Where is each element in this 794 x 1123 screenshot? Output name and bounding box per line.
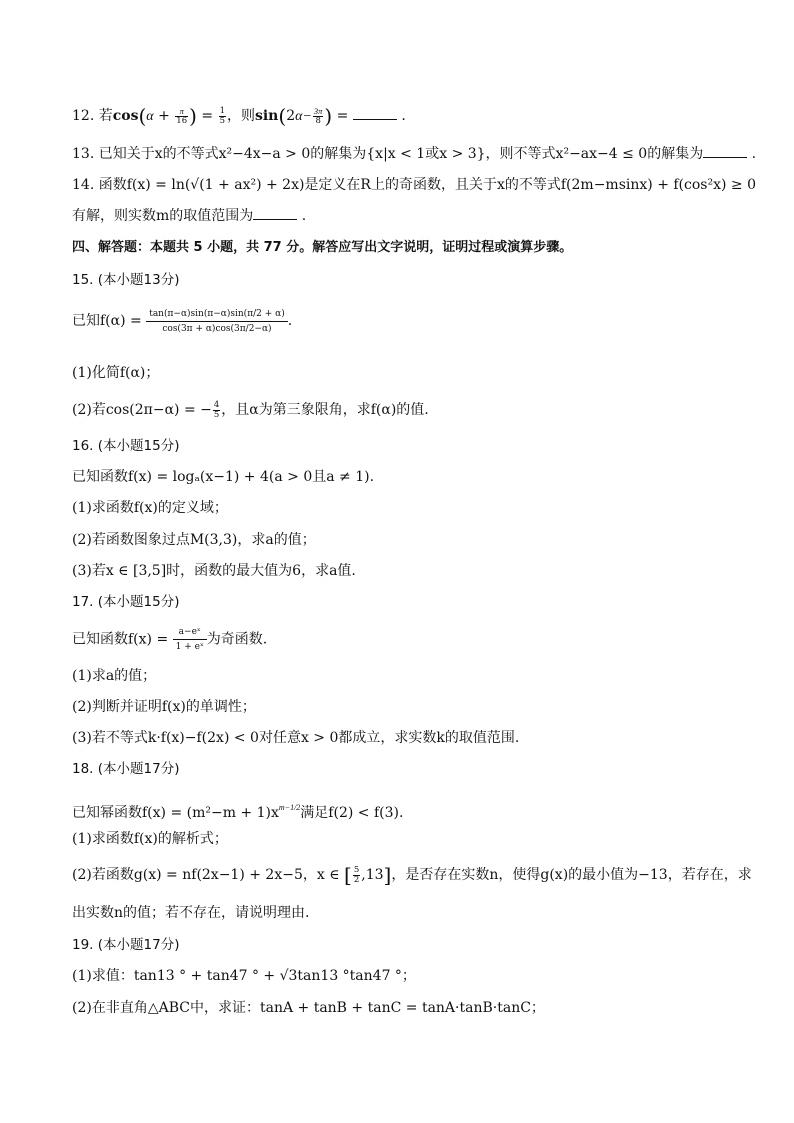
q19-heading: 19. (本小题17分) bbox=[72, 937, 180, 953]
q12-eq2: = bbox=[332, 108, 353, 124]
q12-sixteen: 16 bbox=[176, 115, 188, 126]
q15-p2a: (2)若cos(2π−α) = − bbox=[72, 402, 212, 418]
q18-given bbox=[72, 798, 403, 823]
q18-exponent: m−1/2 bbox=[278, 803, 301, 812]
q18-heading: 18. (本小题17分) bbox=[72, 761, 180, 777]
q12-minus: α− bbox=[295, 109, 312, 124]
q19-part1: (1)求值：tan13 ° + tan47 ° + √3tan13 °tan47 °； bbox=[72, 968, 416, 984]
q15-part2 bbox=[72, 400, 429, 420]
q12-prefix: 12. 若 bbox=[72, 108, 113, 124]
q12-eight: 8 bbox=[315, 115, 321, 126]
q18-int-d: 2 bbox=[353, 874, 360, 885]
q15-given-end: . bbox=[287, 313, 293, 329]
q16-heading: 16. (本小题15分) bbox=[72, 438, 180, 454]
q13-text: 13. 已知关于x的不等式x²−4x−a > 0的解集为{x|x < 1或x > 3}，则不等式x²−ax−4 ≤ 0的解集为 bbox=[72, 146, 704, 162]
q18-part2-line1: (2)若函数g(x) = nf(2x−1) + 2x−5，x ∈ [ $\frac{5}{2}$ ,13]，是否存在实数n，使得g(x)的最小值为−13，若存在，求 bbox=[72, 863, 752, 887]
q12-plus: + bbox=[153, 108, 175, 124]
q17-num: a−eˣ bbox=[173, 625, 207, 640]
answer-blank[interactable] bbox=[253, 207, 297, 220]
question-13 bbox=[72, 144, 756, 164]
q12-frac-pi16 bbox=[175, 107, 188, 126]
q15-fraction bbox=[146, 307, 288, 336]
section-heading: 四、解答题：本题共 5 小题，共 77 分。解答应写出文字说明，证明过程或演算步骤。 bbox=[72, 240, 573, 255]
q15-p2b: ，且α为第三象限角，求f(α)的值. bbox=[221, 402, 429, 418]
q18-p2a: (2)若函数g(x) = nf(2x−1) + 2x−5，x ∈ bbox=[72, 867, 345, 883]
q15-given bbox=[72, 306, 292, 336]
q19-part2: (2)在非直角△ABC中，求证：tanA + tanB + tanC = tanA·tanB·tanC； bbox=[72, 1000, 545, 1016]
q17-fraction bbox=[173, 625, 207, 654]
q12-one: 1 bbox=[219, 105, 225, 116]
q16-part1: (1)求函数f(x)的定义域； bbox=[72, 500, 228, 516]
question-12: 12. 若cos(α + $\frac{\pi}{16}$ ) = $\frac{1}{5}$ ，则sin(2α− $\frac{3\pi}{8}$ ) = . bbox=[72, 104, 406, 128]
question-14-line2 bbox=[72, 206, 306, 226]
q17-given-prefix: 已知函数f(x) = bbox=[72, 631, 173, 648]
q12-frac-3pi8 bbox=[313, 107, 324, 126]
q17-given-end: 为奇函数. bbox=[206, 631, 268, 648]
q12-alpha: α bbox=[146, 109, 154, 124]
q12-pi: π bbox=[175, 107, 188, 117]
q15-p2d: 5 bbox=[213, 409, 220, 420]
q15-part1: (1)化简f(α)； bbox=[72, 365, 160, 381]
q18-part2-line2: 出实数n的值；若不存在，请说明理由. bbox=[72, 905, 310, 921]
q15-num: tan(π−α)sin(π−α)sin(π/2 + α) bbox=[146, 307, 288, 322]
q16-given: 已知函数f(x) = logₐ(x−1) + 4(a > 0且a ≠ 1). bbox=[72, 469, 375, 485]
q17-part2: (2)判断并证明f(x)的单调性； bbox=[72, 699, 256, 715]
q18-part1: (1)求函数f(x)的解析式； bbox=[72, 831, 228, 847]
q12-threepi: 3π bbox=[313, 105, 323, 116]
q15-frac-45 bbox=[213, 401, 220, 420]
q18-int-b: ,13 bbox=[361, 867, 384, 883]
q17-den: 1 + eˣ bbox=[175, 642, 204, 652]
q18-frac-52 bbox=[353, 866, 360, 885]
q15-heading: 15. (本小题13分) bbox=[72, 272, 180, 288]
q18-given-a: 已知幂函数f(x) = (m²−m + 1)x bbox=[72, 805, 279, 821]
q12-two: 2 bbox=[286, 108, 296, 124]
q16-part3: (3)若x ∈ [3,5]时，函数的最大值为6，求a值. bbox=[72, 563, 356, 579]
q12-eq1: = bbox=[196, 108, 218, 124]
q14-line2: 有解，则实数m的取值范围为 bbox=[72, 208, 254, 224]
q16-part2: (2)若函数图象过点M(3,3)，求a的值； bbox=[72, 532, 316, 548]
q12-mid: ，则 bbox=[226, 108, 255, 124]
q12-sin: sin bbox=[254, 108, 279, 124]
q15-given-prefix: 已知f(α) = bbox=[72, 313, 147, 329]
q15-den: cos(3π + α)cos(3π/2−α) bbox=[162, 323, 272, 334]
q13-end: . bbox=[747, 146, 757, 162]
answer-blank[interactable] bbox=[353, 107, 397, 120]
q18-given-b: 满足f(2) < f(3). bbox=[300, 805, 404, 821]
q17-heading: 17. (本小题15分) bbox=[72, 594, 180, 610]
answer-blank[interactable] bbox=[703, 145, 747, 158]
question-14-line1 bbox=[72, 175, 756, 195]
q12-five: 5 bbox=[219, 115, 225, 126]
q17-part3: (3)若不等式k·f(x)−f(2x) < 0对任意x > 0都成立，求实数k的取值范围. bbox=[72, 730, 520, 746]
q18-int-n: 5 bbox=[353, 864, 360, 875]
q17-part1: (1)求a的值； bbox=[72, 668, 157, 684]
q15-p2n: 4 bbox=[213, 399, 220, 410]
q17-given bbox=[72, 625, 267, 654]
q12-frac-15 bbox=[219, 107, 226, 126]
q14-line1: 14. 函数f(x) = ln(√(1 + ax²) + 2x)是定义在R上的奇函数，且关于x的不等式f(2m−msinx) + f(cos²x) ≥ 0 bbox=[72, 177, 756, 193]
q18-p2b: ，是否存在实数n，使得g(x)的最小值为−13，若存在，求 bbox=[391, 867, 752, 883]
q12-end: . bbox=[396, 108, 406, 124]
q14-end: . bbox=[297, 208, 307, 224]
q12-cos: cos bbox=[112, 108, 139, 124]
